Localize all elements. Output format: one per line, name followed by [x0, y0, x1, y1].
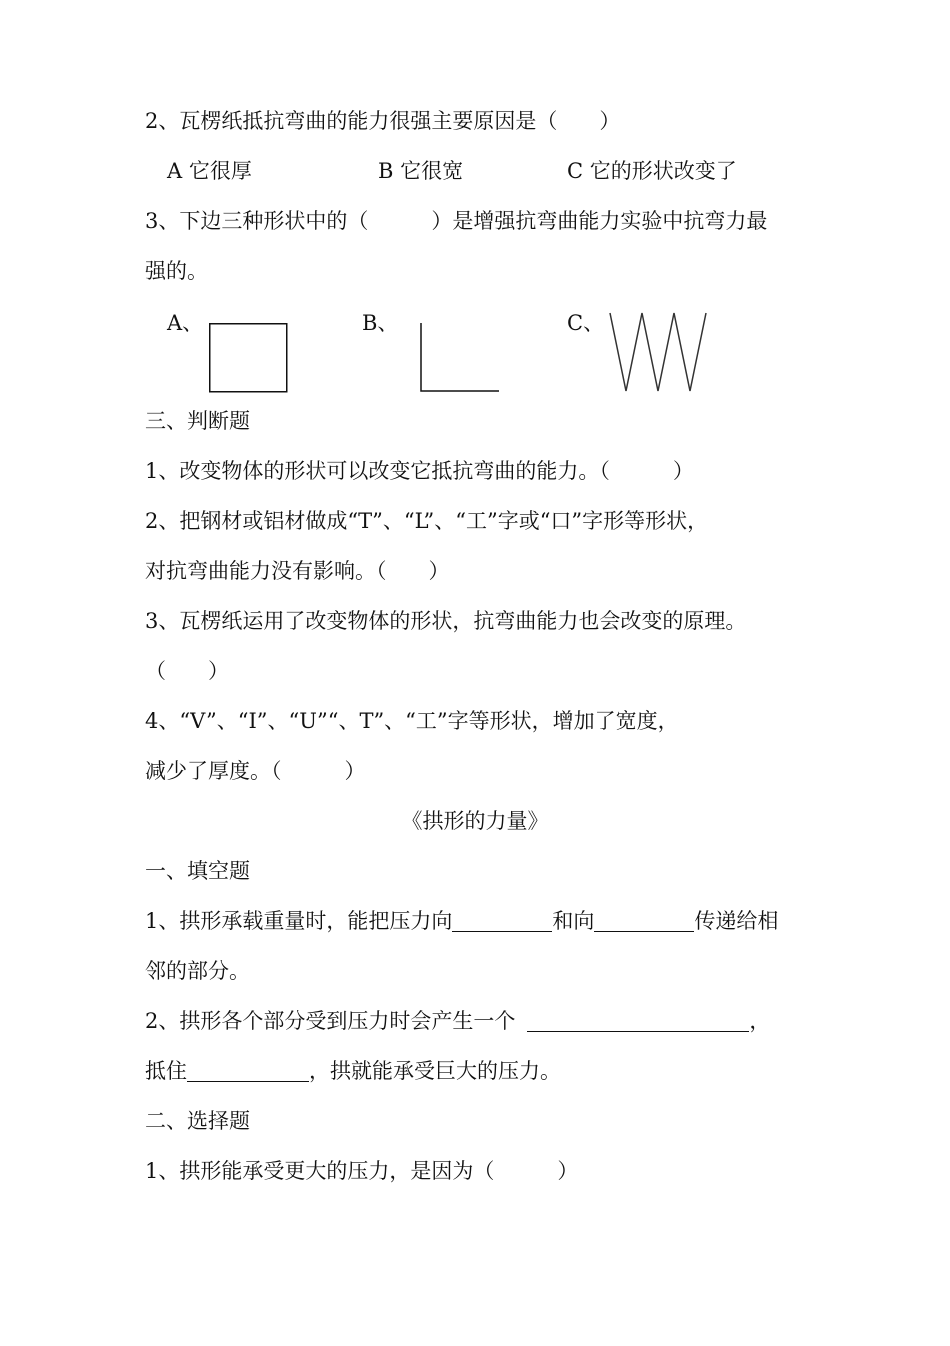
question-2-option-a: A 它很厚	[167, 159, 252, 183]
question-2-stem: 2、瓦楞纸抵抗弯曲的能力很强主要原因是（ ）	[145, 109, 621, 133]
question-3-option-c-label: C、	[567, 311, 605, 335]
fill-question-1-line1	[145, 906, 778, 936]
judge-item: 1、改变物体的形状可以改变它抵抗弯曲的能力。（ ）	[145, 459, 694, 483]
answer-blank[interactable]	[527, 1009, 749, 1032]
judge-section-heading: 三、判断题	[145, 409, 250, 433]
question-3-option-a-label: A、	[167, 311, 204, 335]
zigzag-shape-icon	[608, 311, 710, 393]
fill-section-heading: 一、填空题	[145, 859, 250, 883]
fill-question-2-line1	[145, 1006, 770, 1036]
judge-item: 3、瓦楞纸运用了改变物体的形状，抗弯曲能力也会改变的原理。	[145, 609, 747, 633]
question-3-option-b-label: B、	[362, 311, 399, 335]
judge-item: 减少了厚度。（ ）	[145, 759, 366, 783]
choice-question-1-stem: 1、拱形能承受更大的压力，是因为（ ）	[145, 1159, 579, 1183]
choice-section-heading: 二、选择题	[145, 1109, 250, 1133]
fill-question-2-text-c: 抵住	[145, 1059, 187, 1083]
question-3-stem-line2: 强的。	[145, 259, 208, 283]
fill-question-2-text-b: ，	[749, 1009, 771, 1033]
question-2-option-b: B 它很宽	[378, 159, 464, 183]
fill-question-1-text-b: 和向	[552, 909, 595, 933]
fill-question-2-text-a: 2、拱形各个部分受到压力时会产生一个	[145, 1009, 516, 1033]
judge-item: （ ）	[145, 659, 229, 683]
judge-item: 4、“V”、“I”、“U”“、T”、“工”字等形状，增加了宽度，	[145, 709, 679, 733]
judge-item: 2、把钢材或铝材做成“T”、“L”、“工”字或“口”字形等形状，	[145, 509, 709, 533]
judge-item: 对抗弯曲能力没有影响。（ ）	[145, 559, 450, 583]
question-3-stem-line1: 3、下边三种形状中的（ ）是增强抗弯曲能力实验中抗弯力最	[145, 209, 768, 233]
answer-blank[interactable]	[187, 1059, 309, 1082]
square-shape-icon	[209, 323, 289, 393]
l-shape-icon	[420, 323, 500, 393]
fill-question-1-text-c: 传递给相	[694, 909, 779, 933]
fill-question-2-line2	[145, 1056, 561, 1086]
section-title: 《拱形的力量》	[401, 809, 549, 833]
fill-question-2-text-d: ，拱就能承受巨大的压力。	[309, 1059, 561, 1083]
answer-blank[interactable]	[452, 909, 552, 932]
question-2-option-c: C 它的形状改变了	[567, 159, 737, 183]
fill-question-1-line2: 邻的部分。	[145, 959, 250, 983]
answer-blank[interactable]	[594, 909, 694, 932]
fill-question-1-text-a: 1、拱形承载重量时，能把压力向	[145, 909, 453, 933]
